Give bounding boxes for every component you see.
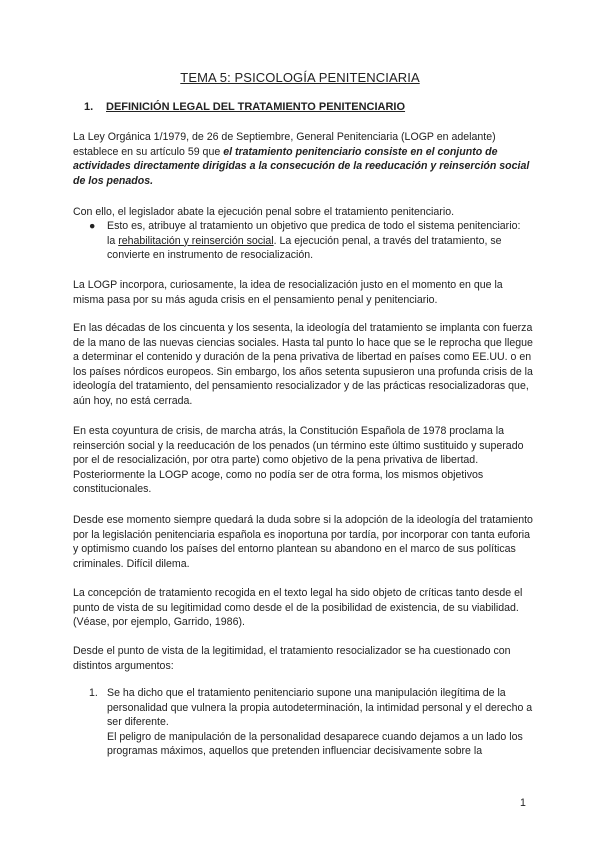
paragraph-5: En esta coyuntura de crisis, de marcha atrás, la Constitución Española de 1978 proclama la reinserción social y la reeducación de los penados (un término este último sustituido y superado por el de resocialización, por otra parte) como objetivo de la pena privativa de libertad. Posteriormente la LOGP acoge, como no podía ser de otra forma, los mismos objetivos constitucionales. (73, 425, 524, 496)
paragraph-4: En las décadas de los cincuenta y los sesenta, la ideología del tratamiento se implanta con fuerza de la mano de las nuevas ciencias sociales. Hasta tal punto lo hace que se le reprocha que llegue a determinar el contenido y duración de la pena privativa de libertad en países como EE.UU. o en los países nórdicos europeos. Sin embargo, los años setenta supusieron una profunda crisis de la ideología del tratamiento, del pensamiento resocializador y de las prácticas resocializadoras que, aún hoy, no está cerrada. (73, 322, 533, 407)
paragraph-1-text: La Ley Orgánica 1/1979, de 26 de Septiembre, General Penitenciaria (LOGP en adelante) establece en su artículo 59 que (73, 131, 496, 158)
paragraph-2: Con ello, el legislador abate la ejecución penal sobre el tratamiento penitenciario. (73, 206, 455, 218)
bullet-underlined-text: rehabilitación y reinserción social (118, 234, 274, 247)
paragraph-1 (73, 130, 533, 188)
section-heading (84, 101, 405, 113)
section-number: 1. (84, 101, 94, 113)
page-number: 1 (520, 797, 526, 809)
bullet-text-start: Esto es, atribuye al tratamiento un objetivo que predica de todo el sistema penitenciario: la (107, 220, 521, 247)
list-item (89, 686, 534, 759)
section-title: DEFINICIÓN LEGAL DEL TRATAMIENTO PENITENCIARIO (106, 101, 406, 113)
paragraph-6: Desde ese momento siempre quedará la duda sobre si la adopción de la ideología del tratamiento por la legislación penitenciaria española es inoportuna por tardía, por incorporar con tanta euforia y optimismo cuando los países del entorno plantean su abandono en el marco de sus políticas criminales. Difícil dilema. (73, 514, 533, 570)
list-item-continuation: El peligro de manipulación de la personalidad desaparece cuando dejamos a un lado los programas máximos, aquellos que pretenden influenciar decisivamente sobre la (107, 730, 523, 758)
bullet-item (89, 219, 529, 263)
list-item-number: 1. (89, 687, 98, 699)
paragraph-1-emphasis: el tratamiento penitenciario consiste en el conjunto de actividades directamente dirigidas a la consecución de la reeducación y reinserción social de los penados. (73, 145, 530, 187)
document-title: TEMA 5: PSICOLOGÍA PENITENCIARIA (180, 70, 420, 85)
paragraph-3: La LOGP incorpora, curiosamente, la idea de resocialización justo en el momento en que la misma pasa por su más aguda crisis en el pensamiento penal y penitenciario. (73, 279, 503, 306)
list-item-text: Se ha dicho que el tratamiento penitenciario supone una manipulación ilegítima de la personalidad que vulnera la propia autodeterminación, la intimidad personal y el derecho a ser diferente. (107, 687, 533, 729)
bullet-icon: ● (89, 220, 96, 232)
paragraph-7: La concepción de tratamiento recogida en el texto legal ha sido objeto de críticas tanto desde el punto de vista de su legitimidad como desde el de la posibilidad de existencia, de su viabilidad. (Véase, por ejemplo, Garrido, 1986). (73, 587, 523, 629)
bullet-text-end: . La ejecución penal, a través del tratamiento, se convierte en instrumento de resocialización. (107, 234, 502, 262)
paragraph-8: Desde el punto de vista de la legitimidad, el tratamiento resocializador se ha cuestionado con distintos argumentos: (73, 645, 511, 672)
